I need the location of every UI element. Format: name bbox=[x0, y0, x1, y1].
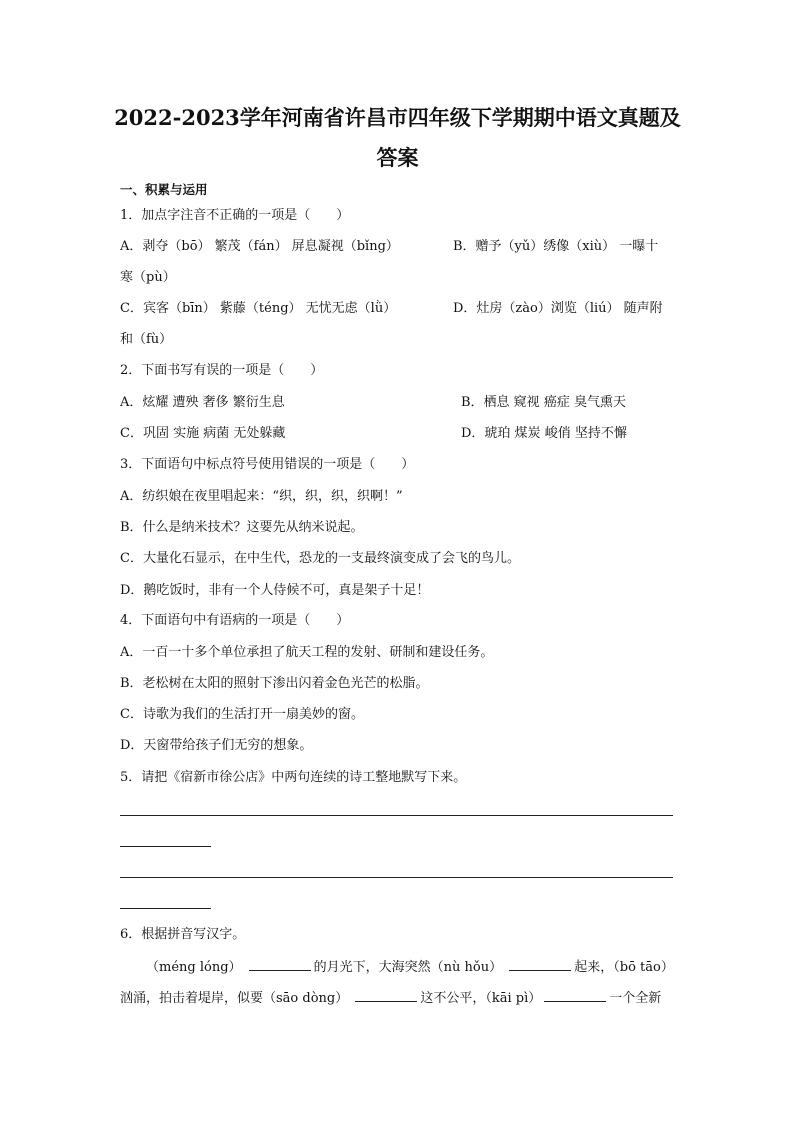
q1-option-a: A．剥夺（bō） 繁茂（fán） 屏息凝视（bǐng） bbox=[120, 239, 399, 254]
blank-1[interactable] bbox=[249, 957, 311, 971]
q6-line-2 bbox=[120, 988, 661, 1008]
answer-line-2[interactable] bbox=[120, 877, 673, 878]
q2-stem: 2．下面书写有误的一项是（ ） bbox=[120, 363, 324, 378]
blank-4[interactable] bbox=[544, 988, 606, 1002]
q6-text-5: 一个全新 bbox=[609, 991, 662, 1006]
q2-option-c: C．巩固 实施 病菌 无处躲藏 bbox=[120, 426, 286, 441]
blank-2[interactable] bbox=[509, 957, 571, 971]
q6-line-1 bbox=[146, 957, 674, 977]
q4-option-a: A．一百一十多个单位承担了航天工程的发射、研制和建设任务。 bbox=[120, 645, 494, 660]
q6-text-3: 汹涌，拍击着堤岸，似要（sāo dòng） bbox=[120, 991, 349, 1006]
answer-line-2-cont[interactable] bbox=[120, 908, 211, 909]
q4-option-d: D．天窗带给孩子们无穷的想象。 bbox=[120, 738, 313, 753]
q5-stem: 5．请把《宿新市徐公店》中两句连续的诗工整地默写下来。 bbox=[120, 770, 467, 785]
blank-3[interactable] bbox=[355, 988, 417, 1002]
q2-option-a: A．炫耀 遭殃 奢侈 繁衍生息 bbox=[120, 395, 285, 410]
q1-option-d: D．灶房（zào）浏览（liú） 随声附 bbox=[453, 301, 663, 316]
section-heading: 一、积累与运用 bbox=[120, 182, 208, 197]
q1-option-b: B．赠予（yǔ）绣像（xiù） 一曝十 bbox=[453, 239, 659, 254]
q3-option-a: A．纺织娘在夜里唱起来：“织，织，织，织啊！” bbox=[120, 489, 403, 504]
q2-option-d: D．琥珀 煤炭 峻俏 坚持不懈 bbox=[461, 426, 627, 441]
q1-option-b-cont: 寒（pù） bbox=[120, 270, 176, 285]
q1-option-d-cont: 和（fù） bbox=[120, 332, 173, 347]
q3-option-c: C．大量化石显示，在中生代，恐龙的一支最终演变成了会飞的鸟儿。 bbox=[120, 551, 520, 566]
answer-line-1[interactable] bbox=[120, 815, 673, 816]
q3-option-d: D．鹅吃饭时，非有一个人侍候不可，真是架子十足！ bbox=[120, 583, 430, 598]
q1-stem: 1．加点字注音不正确的一项是（ ） bbox=[120, 208, 350, 223]
q6-text-1: 的月光下，大海突然（nù hǒu） bbox=[313, 960, 503, 975]
q6-stem: 6．根据拼音写汉字。 bbox=[120, 927, 246, 942]
q4-option-b: B．老松树在太阳的照射下渗出闪着金色光芒的松脂。 bbox=[120, 676, 429, 691]
q3-stem: 3．下面语句中标点符号使用错误的一项是（ ） bbox=[120, 457, 415, 472]
q4-stem: 4．下面语句中有语病的一项是（ ） bbox=[120, 613, 350, 628]
q6-text-4: 这不公平，（kāi pì） bbox=[420, 991, 542, 1006]
pinyin-menglong: （méng lóng） bbox=[146, 960, 242, 975]
q3-option-b: B．什么是纳米技术？这要先从纳米说起。 bbox=[120, 520, 364, 535]
q6-text-2: 起来，（bō tāo） bbox=[574, 960, 674, 975]
title-line-2: 答案 bbox=[376, 145, 419, 170]
q1-option-c: C．宾客（bīn） 紫藤（téng） 无忧无虑（lǜ） bbox=[120, 301, 397, 316]
answer-line-1-cont[interactable] bbox=[120, 846, 211, 847]
title-line-1: 2022-2023学年河南省许昌市四年级下学期期中语文真题及 bbox=[114, 105, 681, 130]
q4-option-c: C．诗歌为我们的生活打开一扇美妙的窗。 bbox=[120, 707, 364, 722]
q2-option-b: B．栖息 窥视 癌症 臭气熏天 bbox=[461, 395, 626, 410]
